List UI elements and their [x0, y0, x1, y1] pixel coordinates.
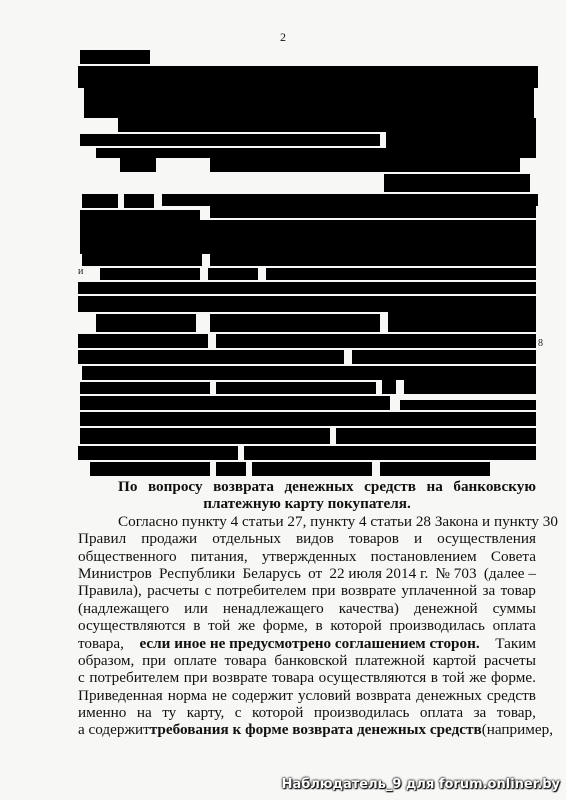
word: денежных	[416, 686, 482, 704]
paragraph-line-5	[78, 582, 536, 599]
redaction-block	[352, 350, 536, 364]
paragraph-line-8	[78, 635, 536, 652]
redaction-block	[208, 268, 258, 280]
redaction-block	[78, 446, 238, 460]
redaction-block	[96, 314, 196, 332]
word: общественного	[78, 547, 177, 565]
line-text-end: (например,	[481, 721, 554, 739]
redaction-block	[200, 220, 536, 254]
word: потребителем	[216, 582, 307, 600]
word: расчеты	[483, 651, 536, 669]
word: возврате	[212, 669, 268, 687]
word: товаров	[348, 530, 399, 548]
paragraph-line-10	[78, 669, 536, 686]
word: именно	[78, 704, 127, 722]
word: осуществляются	[78, 617, 186, 635]
word: продажи	[141, 530, 198, 548]
word: денежных	[284, 478, 354, 495]
word: за	[482, 582, 496, 600]
word: № 703	[435, 564, 477, 582]
redaction-block	[210, 314, 380, 332]
word: денежной	[413, 599, 478, 617]
word: же	[238, 617, 256, 635]
word: той	[442, 669, 465, 687]
redaction-block	[78, 66, 538, 88]
section-heading-line-1	[78, 478, 536, 495]
section-heading-line-2	[78, 495, 536, 512]
word: с	[204, 582, 212, 600]
redaction-block	[266, 268, 536, 280]
word: 22 июля 2014 г.	[329, 564, 429, 582]
word: Совета	[490, 547, 536, 565]
word: той	[208, 617, 231, 635]
word: в	[315, 617, 323, 635]
word: которой	[252, 704, 304, 722]
word: образом,	[78, 651, 135, 669]
line-text: Согласно пункту 4 статьи 27, пункту 4 статьи 28 Закона и пункту 30	[118, 512, 558, 530]
line-text-end: Таким	[495, 634, 536, 652]
word: при	[142, 651, 166, 669]
redaction-block	[78, 282, 536, 294]
redaction-block	[210, 254, 536, 266]
word: Министров	[78, 564, 152, 582]
redaction-block	[252, 462, 372, 476]
word: которой	[330, 617, 382, 635]
word: отдельных	[212, 530, 281, 548]
word: осуществления	[437, 530, 536, 548]
redaction-block	[216, 334, 536, 348]
word: с	[234, 704, 242, 722]
word: ненадлежащего	[222, 599, 324, 617]
redaction-block	[80, 382, 210, 394]
word: банковскую	[453, 478, 536, 495]
word: содержит	[231, 686, 294, 704]
emphasis-text: требования к форме возврата денежных средств	[149, 721, 482, 739]
redaction-block	[78, 350, 344, 364]
word: расчеты	[147, 582, 200, 600]
redaction-block	[80, 134, 380, 146]
paragraph-line-3	[78, 548, 536, 565]
word: средств	[486, 686, 536, 704]
word: с	[78, 669, 85, 687]
word: условий	[297, 686, 351, 704]
paragraph-line-11	[78, 687, 536, 704]
redaction-block	[210, 158, 520, 172]
heading-text: платежную карту покупателя.	[203, 495, 411, 513]
redaction-block	[336, 428, 536, 444]
word: карту,	[186, 704, 225, 722]
word: норма	[167, 686, 208, 704]
redaction-block	[82, 194, 118, 208]
redaction-block	[400, 400, 536, 410]
word: производилась	[389, 617, 485, 635]
stray-letter-right: 8	[538, 338, 543, 349]
stray-letter-left: и	[78, 266, 84, 277]
paragraph-line-13	[78, 721, 554, 739]
redaction-block	[96, 148, 536, 158]
word: и	[413, 530, 423, 548]
word: ту	[162, 704, 177, 722]
redaction-block	[84, 88, 534, 118]
word: за	[473, 704, 487, 722]
redaction-block	[80, 396, 390, 410]
redaction-block	[80, 412, 536, 426]
word: в	[193, 617, 201, 635]
word: Правила),	[78, 582, 142, 600]
redaction-block	[216, 462, 246, 476]
word: в	[430, 669, 438, 687]
line-text-start: а содержит	[78, 721, 150, 739]
word: не	[211, 686, 227, 704]
redaction-block	[384, 174, 530, 192]
word: Правил	[78, 530, 127, 548]
word: осуществляются	[318, 669, 427, 687]
word: Республики	[159, 564, 236, 582]
word: картой	[432, 651, 477, 669]
word: при	[311, 582, 336, 600]
redaction-block	[90, 462, 210, 476]
word: Беларусь	[242, 564, 301, 582]
document-body	[78, 478, 558, 739]
paragraph-line-9	[78, 652, 536, 669]
word: возврата	[355, 686, 412, 704]
word: форме.	[490, 669, 536, 687]
word: утвержденных	[261, 547, 357, 565]
redaction-block	[80, 50, 150, 64]
redaction-block	[386, 130, 536, 148]
redaction-block	[80, 428, 330, 444]
redaction-block	[388, 310, 536, 332]
word: форме,	[262, 617, 308, 635]
word: питания,	[190, 547, 248, 565]
word: суммы	[492, 599, 536, 617]
word: постановлением	[370, 547, 477, 565]
redaction-block	[380, 462, 490, 476]
word: видов	[295, 530, 334, 548]
emphasis-text: если иное не предусмотрено соглашением сторон.	[139, 634, 480, 652]
redaction-block	[82, 366, 536, 380]
word: при	[183, 669, 208, 687]
redaction-block	[210, 204, 536, 218]
word: оплата	[492, 617, 536, 635]
word: вопросу	[147, 478, 203, 495]
redaction-block	[80, 210, 200, 254]
redaction-block	[124, 194, 154, 208]
word: платежной	[355, 651, 425, 669]
word: возврата	[213, 478, 274, 495]
redaction-block	[244, 446, 536, 460]
word: средств	[364, 478, 416, 495]
paragraph-line-4	[78, 565, 536, 582]
page-number: 2	[280, 30, 286, 44]
word: на	[136, 704, 152, 722]
redaction-block	[216, 382, 376, 394]
word: возврате	[340, 582, 397, 600]
word: потребителем	[89, 669, 180, 687]
word: оплате	[173, 651, 217, 669]
word: банковской	[274, 651, 348, 669]
site-watermark: Наблюдатель_9 для forum.onliner.by	[281, 777, 560, 792]
paragraph-line-7	[78, 617, 536, 634]
word: товара	[271, 669, 315, 687]
redaction-block	[120, 158, 156, 172]
word: (надлежащего	[78, 599, 170, 617]
word: на	[426, 478, 443, 495]
paragraph-line-6	[78, 600, 536, 617]
word: оплата	[419, 704, 464, 722]
word: (далее –	[483, 564, 536, 582]
word: По	[118, 478, 138, 495]
redaction-block	[100, 268, 200, 280]
word: или	[184, 599, 208, 617]
redaction-block	[82, 254, 202, 266]
paragraph-line-12	[78, 704, 536, 721]
word: товар	[500, 582, 536, 600]
paragraph-line-1	[78, 512, 558, 530]
paragraph-line-2	[78, 530, 536, 547]
word: от	[308, 564, 323, 582]
word: уплаченной	[401, 582, 478, 600]
word: же	[469, 669, 487, 687]
redaction-block	[382, 380, 396, 394]
word: качества)	[338, 599, 399, 617]
redaction-block	[404, 380, 536, 394]
line-text-start: товара,	[78, 634, 124, 652]
word: товар,	[496, 704, 536, 722]
word: Приведенная	[78, 686, 163, 704]
word: производилась	[313, 704, 410, 722]
redaction-block	[78, 334, 208, 348]
word: товара	[224, 651, 267, 669]
